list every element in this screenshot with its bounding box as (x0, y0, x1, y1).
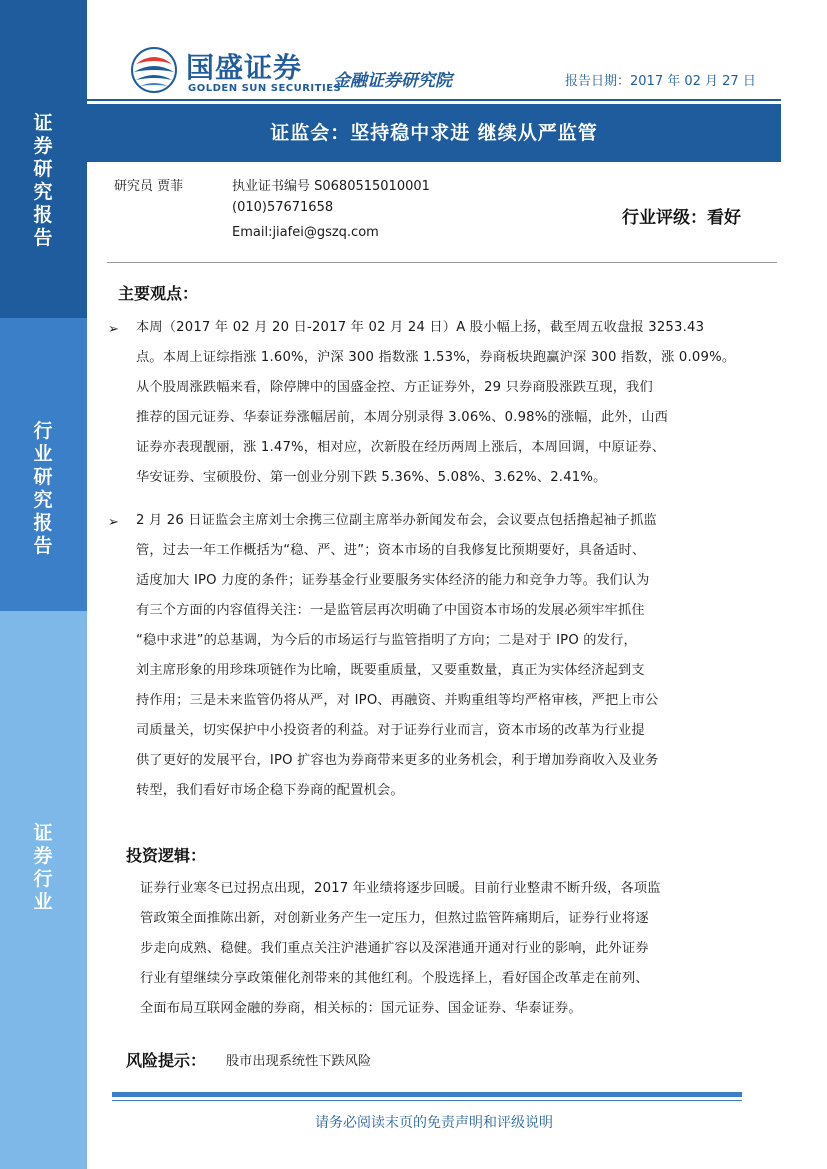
disclaimer-footer[interactable]: 请务必阅读末页的免责声明和评级说明 (315, 1115, 553, 1131)
investment-logic-body (140, 874, 780, 1024)
analyst-phone: (010)57671658 (232, 200, 334, 215)
risk-text: 股市出现系统性下跌风险 (226, 1054, 372, 1069)
brand-name-cn: 国盛证券 (186, 51, 303, 84)
industry-rating: 行业评级：看好 (622, 208, 741, 228)
analyst-name: 研究员 贾菲 (114, 179, 184, 194)
institute-name: 金融证券研究院 (333, 71, 452, 91)
risk-heading: 风险提示： (126, 1051, 207, 1070)
main-point-2-line: 适度加大 IPO 力度的条件；证券基金行业要服务实体经济的能力和竞争力等。我们认为 (136, 573, 650, 588)
bullet-arrow-icon: ➢ (108, 515, 119, 530)
main-point-1-line: 华安证券、宝硕股份、第一创业分别下跌 5.36%、5.08%、3.62%、2.41%。 (136, 470, 607, 485)
main-point-2-line: 持作用；三是未来监管仍将从严，对 IPO、再融资、并购重组等均严格审核，严把上市公 (136, 693, 659, 708)
analyst-email[interactable]: Email:jiafei@gszq.com (232, 225, 379, 240)
analyst-license: 执业证书编号 S0680515010001 (232, 179, 430, 194)
main-point-1 (136, 313, 781, 493)
logic-line: 步走向成熟、稳健。我们重点关注沪港通扩容以及深港通开通对行业的影响，此外证券 (140, 941, 649, 956)
footer-divider-thick (112, 1092, 742, 1097)
main-point-1-line: 推荐的国元证券、华泰证券涨幅居前，本周分别录得 3.06%、0.98%的涨幅，此外，山西 (136, 410, 668, 425)
brand-name-en: GOLDEN SUN SECURITIES (188, 83, 342, 94)
main-point-2-line: 转型，我们看好市场企稳下券商的配置机会。 (136, 783, 404, 798)
header-divider (87, 99, 781, 101)
main-point-2 (136, 506, 781, 806)
logic-line: 管政策全面推陈出新，对创新业务产生一定压力，但熬过监管阵痛期后，证券行业将逐 (140, 911, 649, 926)
logic-line: 行业有望继续分享政策催化剂带来的其他红利。个股选择上，看好国企改革走在前列、 (140, 971, 649, 986)
logic-line: 证券行业寒冬已过拐点出现，2017 年业绩将逐步回暖。目前行业整肃不断升级，各项监 (140, 881, 661, 896)
main-point-1-line: 本周（2017 年 02 月 20 日-2017 年 02 月 24 日）A 股小幅上扬，截至周五收盘报 3253.43 (136, 320, 705, 335)
main-point-2-line: 2 月 26 日证监会主席刘士余携三位副主席举办新闻发布会，会议要点包括撸起袖子抓监 (136, 513, 657, 528)
company-logo-icon (130, 46, 178, 94)
main-point-2-line: 有三个方面的内容值得关注：一是监管层再次明确了中国资本市场的发展必须牢牢抓住 (136, 603, 645, 618)
main-point-1-line: 证券亦表现靓丽，涨 1.47%，相对应，次新股在经历两周上涨后，本周回调，中原证券、 (136, 440, 666, 455)
report-title: 证监会：坚持稳中求进 继续从严监管 (270, 122, 598, 144)
investment-logic-heading: 投资逻辑： (126, 846, 207, 865)
logic-line: 全面布局互联网金融的券商，相关标的：国元证券、国金证券、华泰证券。 (140, 1001, 582, 1016)
main-point-2-line: 管，过去一年工作概括为“稳、严、进”；资本市场的自我修复比预期要好，具备适时、 (136, 543, 646, 558)
main-point-2-line: 刘主席形象的用珍珠项链作为比喻，既要重质量，又要重数量，真正为实体经济起到支 (136, 663, 645, 678)
main-point-2-line: 供了更好的发展平台，IPO 扩容也为券商带来更多的业务机会，利于增加券商收入及业务 (136, 753, 659, 768)
sidebar-label-securities-research: 证券研究报告 (33, 112, 53, 249)
main-point-1-line: 点。本周上证综指涨 1.60%，沪深 300 指数涨 1.53%，券商板块跑赢沪深 300 指数，涨 0.09%。 (136, 350, 736, 365)
sidebar-label-securities-industry: 证券行业 (33, 822, 53, 913)
main-points-heading: 主要观点： (118, 284, 199, 303)
main-point-2-line: “稳中求进”的总基调，为今后的市场运行与监管指明了方向；二是对于 IPO 的发行， (136, 633, 637, 648)
footer-divider-thin (112, 1100, 742, 1101)
sidebar-label-industry-research: 行业研究报告 (33, 420, 53, 557)
info-divider (107, 262, 777, 263)
main-point-2-line: 司质量关，切实保护中小投资者的利益。对于证券行业而言，资本市场的改革为行业提 (136, 723, 645, 738)
main-point-1-line: 从个股周涨跌幅来看，除停牌中的国盛金控、方正证券外，29 只券商股涨跌互现，我们 (136, 380, 653, 395)
bullet-arrow-icon: ➢ (108, 322, 119, 337)
report-date: 报告日期：2017 年 02 月 27 日 (565, 74, 756, 89)
